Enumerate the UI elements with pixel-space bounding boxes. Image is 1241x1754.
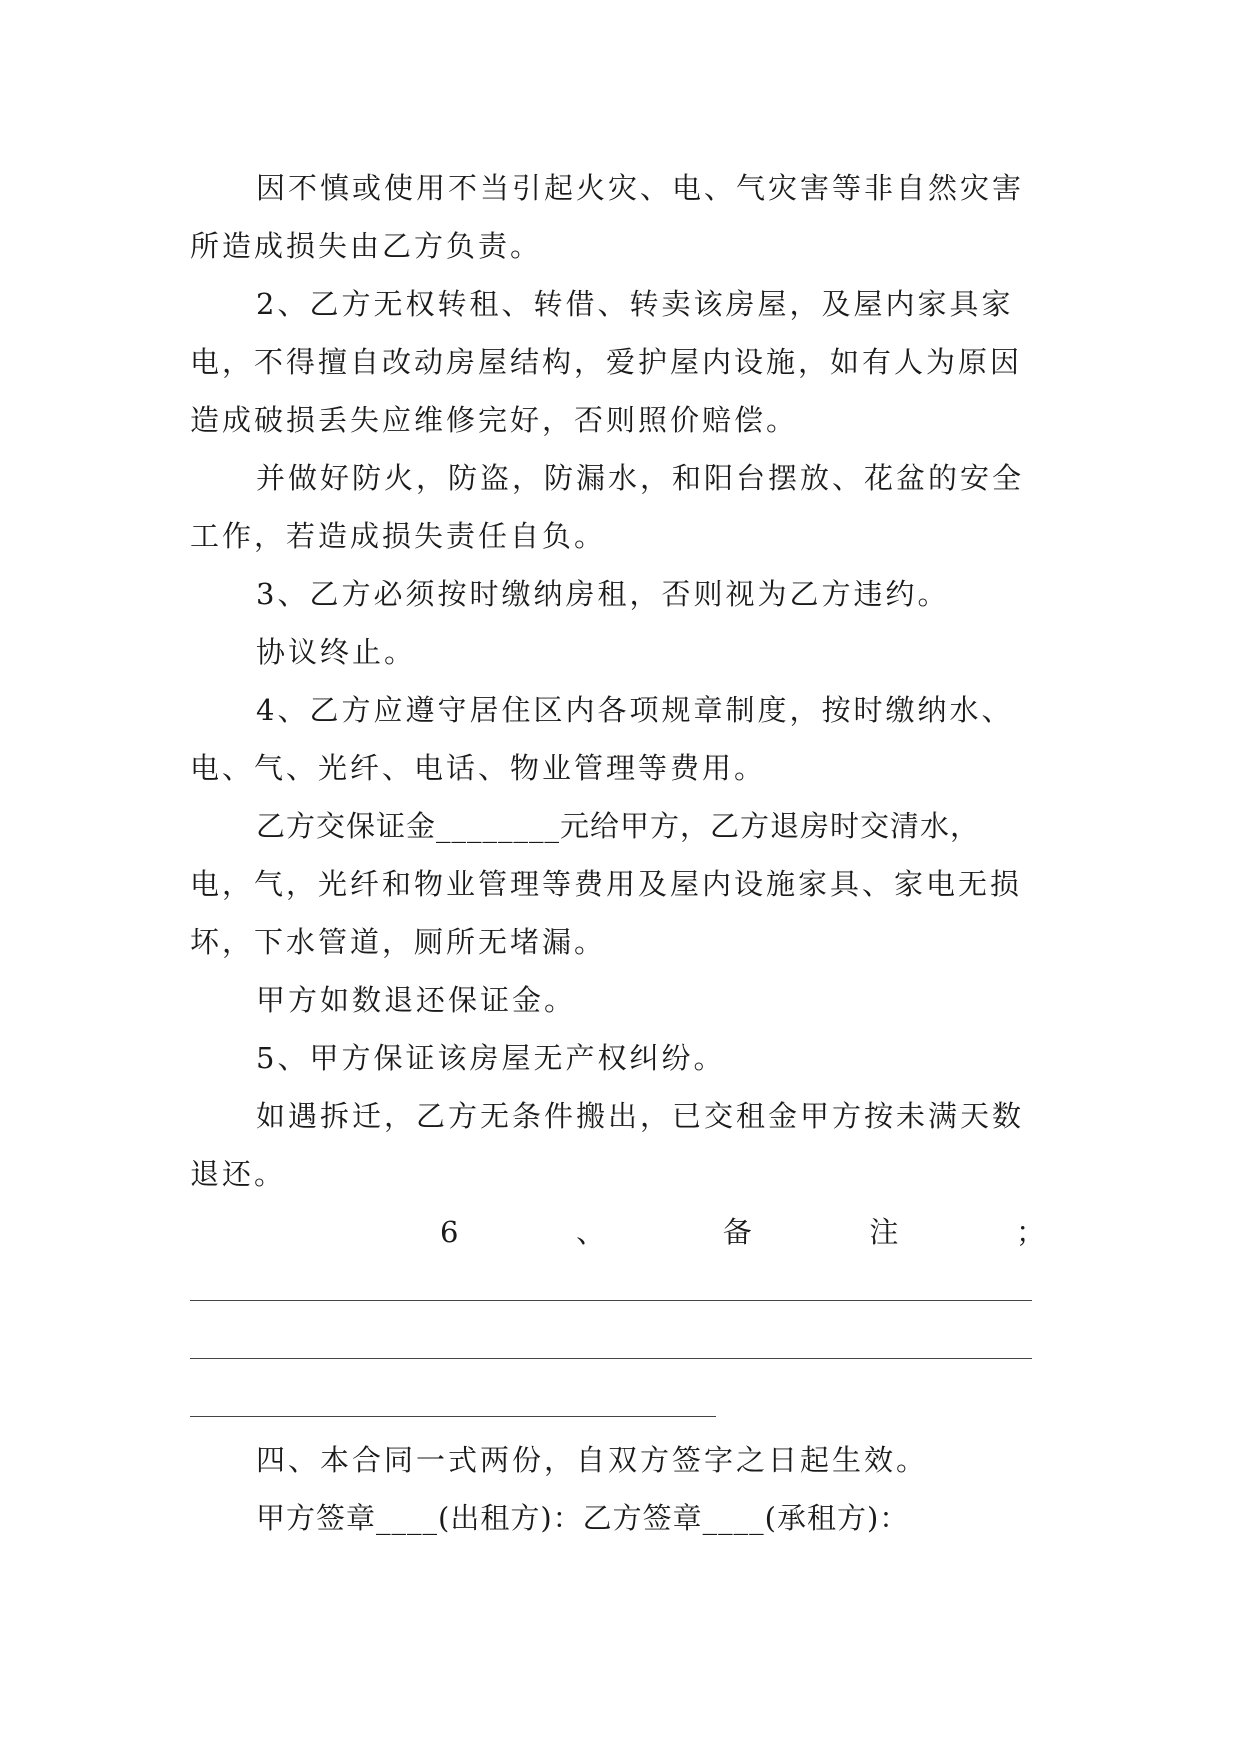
remark-number: 6 xyxy=(440,1215,459,1249)
text-line: 坏，下水管道，厕所无堵漏。 xyxy=(190,925,607,959)
text-line: 退还。 xyxy=(190,1157,287,1191)
text-line: 四、本合同一式两份，自双方签字之日起生效。 xyxy=(256,1443,929,1477)
text-line: 工作，若造成损失责任自负。 xyxy=(190,519,607,553)
text-line: 造成破损丢失应维修完好，否则照价赔偿。 xyxy=(190,403,799,437)
text-line: 协议终止。 xyxy=(256,635,417,669)
text-line: 2、乙方无权转租、转借、转卖该房屋，及屋内家具家 xyxy=(256,287,1014,321)
text-line: 电，气，光纤和物业管理等费用及屋内设施家具、家电无损 xyxy=(190,867,1023,901)
remark-char: 备 xyxy=(722,1215,752,1249)
remark-separator: 、 xyxy=(576,1215,606,1249)
text-line: 甲方如数退还保证金。 xyxy=(256,983,577,1017)
blank-line xyxy=(190,1300,1032,1301)
signature-line: 甲方签章____(出租方)：乙方签章____(承租方)： xyxy=(256,1501,910,1535)
text-line: 如遇拆迁，乙方无条件搬出，已交租金甲方按未满天数 xyxy=(256,1099,1025,1133)
blank-line xyxy=(190,1416,716,1417)
text-line: 电，不得擅自改动房屋结构，爱护屋内设施，如有人为原因 xyxy=(190,345,1023,379)
text-line: 并做好防火，防盗，防漏水，和阳台摆放、花盆的安全 xyxy=(256,461,1025,495)
text-line: 4、乙方应遵守居住区内各项规章制度，按时缴纳水、 xyxy=(256,693,1014,727)
text-line: 乙方交保证金________元给甲方，乙方退房时交清水， xyxy=(256,809,981,843)
text-line: 电、气、光纤、电话、物业管理等费用。 xyxy=(190,751,767,785)
text-line: 3、乙方必须按时缴纳房租，否则视为乙方违约。 xyxy=(256,577,950,611)
text-line: 5、甲方保证该房屋无产权纠纷。 xyxy=(256,1041,726,1075)
blank-line xyxy=(190,1358,1032,1359)
text-line: 因不慎或使用不当引起火灾、电、气灾害等非自然灾害 xyxy=(256,171,1025,205)
remark-end: ； xyxy=(1015,1215,1045,1249)
remark-char: 注 xyxy=(869,1215,899,1249)
text-line: 所造成损失由乙方负责。 xyxy=(190,229,543,263)
remark-heading xyxy=(190,1214,1045,1250)
